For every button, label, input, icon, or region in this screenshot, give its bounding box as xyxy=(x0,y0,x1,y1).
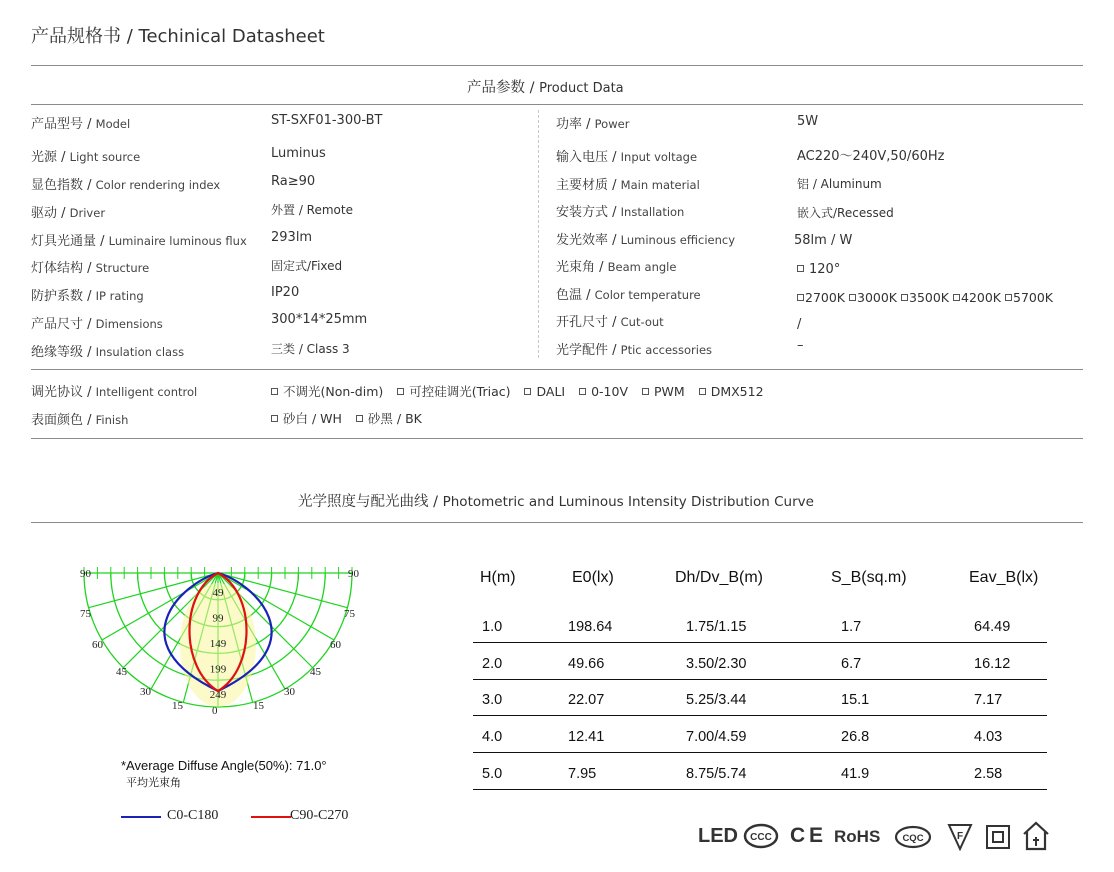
label-model: 产品型号 / Model xyxy=(31,117,131,132)
checkbox-icon[interactable] xyxy=(642,388,649,395)
photometric-title-en: Photometric and Luminous Intensity Distribution Curve xyxy=(442,494,814,510)
document-title: 产品规格书 / Techinical Datasheet xyxy=(31,26,325,47)
label-luminous-flux: 灯具光通量 / Luminaire luminous flux xyxy=(31,234,247,249)
angle-label: 30 xyxy=(284,686,295,698)
legend-c0-c180: C0-C180 xyxy=(167,808,219,823)
angle-label: 75 xyxy=(344,608,355,620)
value-insulation: 三类 / Class 3 xyxy=(271,342,350,356)
table-cell: 1.0 xyxy=(482,619,503,635)
cqc-mark-icon xyxy=(894,825,932,849)
f-mark-icon xyxy=(947,823,973,851)
value-color-temperature xyxy=(797,290,1053,305)
average-diffuse-angle-note: *Average Diffuse Angle(50%): 71.0° xyxy=(121,758,327,773)
value-power: 5W xyxy=(797,114,819,129)
angle-label: 90 xyxy=(80,568,91,580)
value-input-voltage: AC220～240V,50/60Hz xyxy=(797,149,945,164)
option-0-10v: 0-10V xyxy=(591,384,629,399)
table-cell: 198.64 xyxy=(568,619,613,635)
label-installation: 安装方式 / Installation xyxy=(556,205,685,220)
label-insulation: 绝缘等级 / Insulation class xyxy=(31,345,185,360)
label-power: 功率 / Power xyxy=(556,117,630,132)
table-header-e0: E0(lx) xyxy=(572,569,614,586)
label-cri: 显色指数 / Color rendering index xyxy=(31,178,221,193)
value-cut-out: / xyxy=(797,317,802,332)
value-main-material: 铝 / Aluminum xyxy=(797,177,882,191)
divider xyxy=(31,369,1083,370)
table-cell: 5.0 xyxy=(482,765,503,782)
radial-label: 149 xyxy=(209,638,227,650)
checkbox-icon[interactable] xyxy=(953,294,960,301)
table-cell: 26.8 xyxy=(841,729,870,746)
table-header-eav-b: Eav_B(lx) xyxy=(969,569,1039,586)
table-cell: 16.12 xyxy=(974,655,1011,672)
value-luminous-efficiency: 58lm / W xyxy=(794,233,853,248)
value-structure: 固定式/Fixed xyxy=(271,259,343,273)
rohs-mark-icon: RoHS xyxy=(834,827,881,846)
value-model: ST-SXF01-300-BT xyxy=(271,113,383,128)
table-cell: 8.75/5.74 xyxy=(686,765,747,782)
label-color-temperature: 色温 / Color temperature xyxy=(556,288,701,303)
class-ii-icon xyxy=(985,824,1011,850)
label-main-material: 主要材质 / Main material xyxy=(556,178,700,193)
checkbox-icon[interactable] xyxy=(849,294,856,301)
table-cell: 12.41 xyxy=(568,729,605,746)
label-finish: 表面颜色 / Finish xyxy=(31,413,129,428)
option-dali: DALI xyxy=(536,384,566,399)
checkbox-icon xyxy=(797,265,804,272)
led-logo: LED xyxy=(698,825,738,847)
value-installation: 嵌入式/Recessed xyxy=(797,206,894,220)
checkbox-icon[interactable] xyxy=(271,388,278,395)
value-beam-angle: 120° xyxy=(797,262,840,277)
product-data-title-cn: 产品参数 / xyxy=(467,80,540,96)
checkbox-icon[interactable] xyxy=(699,388,706,395)
label-light-source: 光源 / Light source xyxy=(31,150,141,165)
option-non-dim: 不调光(Non-dim) xyxy=(283,384,384,399)
ccc-mark-icon xyxy=(743,822,779,850)
label-driver: 驱动 / Driver xyxy=(31,206,106,221)
product-data-title xyxy=(467,76,624,97)
label-beam-angle: 光束角 / Beam angle xyxy=(556,260,677,275)
label-dimensions: 产品尺寸 / Dimensions xyxy=(31,317,163,332)
cct-3000k: 3000K xyxy=(857,290,898,305)
divider xyxy=(31,104,1083,105)
label-accessories: 光学配件 / Ptic accessories xyxy=(556,343,713,358)
cct-5700k: 5700K xyxy=(1013,290,1054,305)
option-pwm: PWM xyxy=(654,384,685,399)
product-data-title-en: Product Data xyxy=(539,81,624,96)
table-cell: 3.0 xyxy=(482,692,503,709)
svg-text:CCC: CCC xyxy=(750,832,772,843)
table-cell: 4.0 xyxy=(482,729,503,746)
angle-label: 45 xyxy=(310,666,321,678)
table-row-divider xyxy=(473,752,1047,753)
photometric-title-cn: 光学照度与配光曲线 / xyxy=(298,494,443,510)
checkbox-icon[interactable] xyxy=(901,294,908,301)
value-cri: Ra≥90 xyxy=(271,174,316,189)
column-divider xyxy=(538,110,539,358)
angle-label: 0 xyxy=(212,705,218,717)
option-white: 砂白 / WH xyxy=(283,411,342,426)
angle-label: 45 xyxy=(116,666,127,678)
label-cut-out: 开孔尺寸 / Cut-out xyxy=(556,315,664,330)
angle-label: 60 xyxy=(92,639,103,651)
table-cell: 5.25/3.44 xyxy=(686,692,747,709)
indoor-use-icon xyxy=(1020,820,1052,852)
value-accessories: – xyxy=(797,338,804,353)
checkbox-icon[interactable] xyxy=(797,294,804,301)
label-ip-rating: 防护系数 / IP rating xyxy=(31,289,144,304)
divider xyxy=(31,438,1083,439)
angle-label: 15 xyxy=(253,700,264,712)
finish-options xyxy=(271,409,422,427)
radial-label: 249 xyxy=(209,689,227,701)
table-cell: 2.0 xyxy=(482,655,503,672)
value-dimensions: 300*14*25mm xyxy=(271,312,368,327)
table-row-divider xyxy=(473,642,1047,643)
cct-3500k: 3500K xyxy=(909,290,950,305)
table-cell: 2.58 xyxy=(974,765,1003,782)
cct-2700k: 2700K xyxy=(805,290,846,305)
table-cell: 22.07 xyxy=(568,692,605,709)
checkbox-icon[interactable] xyxy=(579,388,586,395)
cct-4200k: 4200K xyxy=(961,290,1002,305)
divider xyxy=(31,65,1083,66)
angle-label: 60 xyxy=(330,639,341,651)
legend-line-red xyxy=(251,816,291,818)
radial-label: 99 xyxy=(212,612,224,625)
table-cell: 49.66 xyxy=(568,655,605,672)
legend-line-blue xyxy=(121,816,161,818)
svg-text:F: F xyxy=(956,831,964,842)
checkbox-icon[interactable] xyxy=(271,415,278,422)
table-cell: 3.50/2.30 xyxy=(686,655,747,672)
table-cell: 7.17 xyxy=(974,692,1003,709)
value-driver: 外置 / Remote xyxy=(271,203,353,217)
angle-label: 15 xyxy=(172,700,183,712)
average-beam-angle-cn: 平均光束角 xyxy=(126,776,181,789)
table-row-divider xyxy=(473,715,1047,716)
svg-text:CQC: CQC xyxy=(902,833,924,844)
label-luminous-efficiency: 发光效率 / Luminous efficiency xyxy=(556,233,736,248)
radial-label: 199 xyxy=(209,663,227,676)
table-cell: 6.7 xyxy=(841,655,862,672)
table-cell: 15.1 xyxy=(841,692,870,709)
label-structure: 灯体结构 / Structure xyxy=(31,261,150,276)
angle-label: 90 xyxy=(348,568,359,580)
polar-labels xyxy=(80,568,360,717)
label-input-voltage: 输入电压 / Input voltage xyxy=(556,150,698,165)
option-triac: 可控硅调光(Triac) xyxy=(409,384,511,399)
label-intelligent-control: 调光协议 / Intelligent control xyxy=(31,385,198,400)
divider xyxy=(31,522,1083,523)
table-cell: 1.7 xyxy=(841,619,862,635)
photometric-title xyxy=(298,490,814,511)
table-row-divider xyxy=(473,789,1047,790)
value-light-source: Luminus xyxy=(271,146,326,161)
ce-mark-icon: C E xyxy=(790,824,823,847)
checkbox-icon[interactable] xyxy=(1005,294,1012,301)
table-header-s-b: S_B(sq.m) xyxy=(831,569,907,586)
table-cell: 7.00/4.59 xyxy=(686,729,747,746)
option-dmx512: DMX512 xyxy=(710,384,764,399)
table-header-dh-dv: Dh/Dv_B(m) xyxy=(675,569,764,586)
checkbox-icon[interactable] xyxy=(356,415,363,422)
value-luminous-flux: 293lm xyxy=(271,230,313,245)
table-cell: 4.03 xyxy=(974,729,1003,746)
checkbox-icon[interactable] xyxy=(524,388,531,395)
table-header-h: H(m) xyxy=(480,569,516,586)
radial-label: 49 xyxy=(212,587,224,599)
checkbox-icon[interactable] xyxy=(397,388,404,395)
option-black: 砂黑 / BK xyxy=(367,411,422,426)
control-options xyxy=(271,382,764,400)
table-row-divider xyxy=(473,679,1047,680)
angle-label: 30 xyxy=(140,686,151,698)
table-cell: 64.49 xyxy=(974,619,1011,635)
table-cell: 7.95 xyxy=(568,765,597,782)
value-ip-rating: IP20 xyxy=(271,285,300,300)
table-cell: 1.75/1.15 xyxy=(686,619,747,635)
polar-distribution-chart xyxy=(60,555,380,735)
angle-label: 75 xyxy=(80,608,91,620)
table-cell: 41.9 xyxy=(841,765,870,782)
legend-c90-c270: C90-C270 xyxy=(290,808,349,823)
